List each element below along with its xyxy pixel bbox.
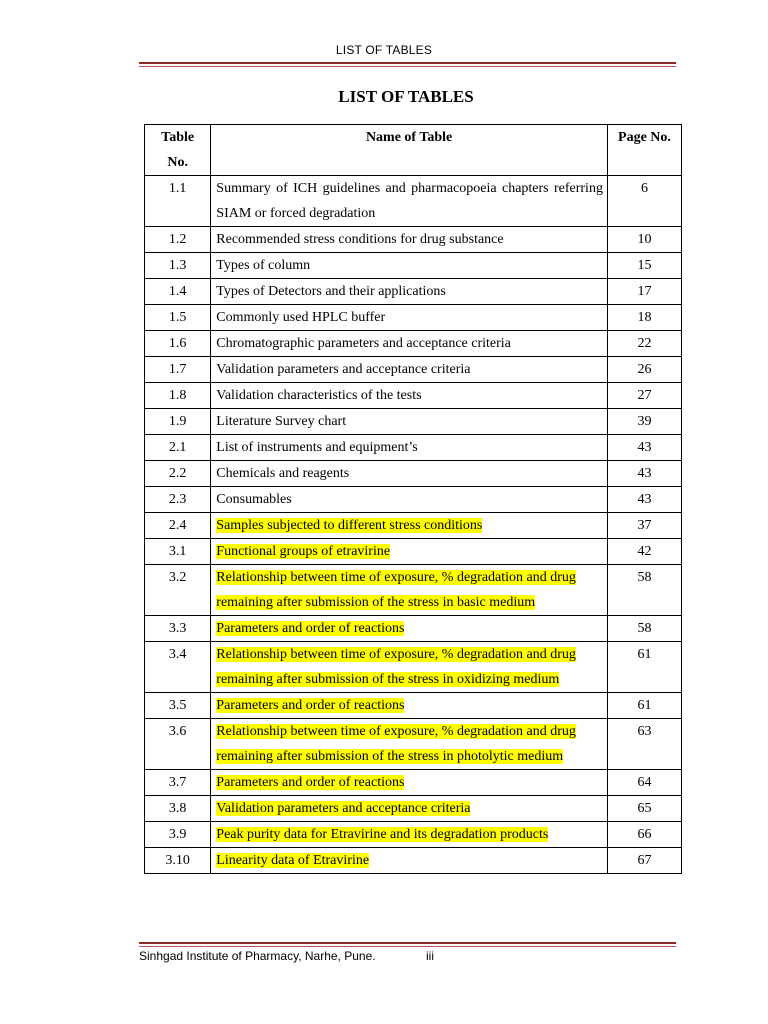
page-number: 26	[607, 357, 681, 383]
table-name-text: Chemicals and reagents	[216, 466, 350, 481]
table-row	[145, 227, 682, 253]
page-number: 39	[607, 409, 681, 435]
page-number: 67	[607, 848, 681, 874]
table-name	[211, 616, 608, 642]
table-number: 3.1	[145, 539, 211, 565]
table-number: 1.3	[145, 253, 211, 279]
table-name-text: Commonly used HPLC buffer	[216, 310, 386, 325]
footer-rule-thin	[139, 946, 676, 947]
table-name-text: Literature Survey chart	[216, 414, 347, 429]
page-number: 18	[607, 305, 681, 331]
table-number: 1.8	[145, 383, 211, 409]
page-title: LIST OF TABLES	[338, 87, 474, 106]
list-of-tables	[144, 124, 682, 874]
table-name-text: Functional groups of etravirine	[216, 544, 391, 559]
table-name-text: Validation characteristics of the tests	[216, 388, 422, 403]
table-row	[145, 693, 682, 719]
footer-page-number: iii	[426, 949, 434, 963]
table-name-text: Chromatographic parameters and acceptance criteria	[216, 336, 511, 351]
table-name-text: Summary of ICH guidelines and pharmacopoeia chapters referring SIAM or forced degradation	[216, 181, 603, 221]
table-row	[145, 357, 682, 383]
table-name	[211, 487, 608, 513]
table-row	[145, 513, 682, 539]
table-row	[145, 305, 682, 331]
table-number: 1.2	[145, 227, 211, 253]
running-header: LIST OF TABLES	[335, 43, 433, 57]
table-name-text: Types of Detectors and their applications	[216, 284, 446, 299]
table-name	[211, 383, 608, 409]
table-name	[211, 642, 608, 693]
page-number: 43	[607, 461, 681, 487]
table-number: 1.4	[145, 279, 211, 305]
page-number: 65	[607, 796, 681, 822]
table-number: 1.1	[145, 176, 211, 227]
table-row	[145, 435, 682, 461]
header-rule	[139, 62, 676, 64]
table-name	[211, 227, 608, 253]
table-name	[211, 770, 608, 796]
table-row	[145, 487, 682, 513]
footer-institution: Sinhgad Institute of Pharmacy, Narhe, Pune.	[139, 949, 376, 963]
page-number: 22	[607, 331, 681, 357]
table-number: 2.3	[145, 487, 211, 513]
table-name-text: Parameters and order of reactions	[216, 775, 405, 790]
table-name-text: Consumables	[216, 492, 292, 507]
page-number: 61	[607, 642, 681, 693]
table-row	[145, 539, 682, 565]
column-header-page: Page No.	[607, 125, 681, 176]
table-name	[211, 565, 608, 616]
table-name	[211, 409, 608, 435]
table-row	[145, 331, 682, 357]
table-name-text: Recommended stress conditions for drug substance	[216, 232, 504, 247]
table-name	[211, 279, 608, 305]
table-name-text: Relationship between time of exposure, % degradation and drug remaining after submission of the stress in photolytic medium	[216, 724, 576, 764]
table-name	[211, 461, 608, 487]
page-number: 66	[607, 822, 681, 848]
page-number: 42	[607, 539, 681, 565]
table-name	[211, 305, 608, 331]
page-number: 15	[607, 253, 681, 279]
table-body	[145, 176, 682, 874]
page-number: 27	[607, 383, 681, 409]
table-row	[145, 383, 682, 409]
column-header-name: Name of Table	[211, 125, 608, 176]
table-row	[145, 253, 682, 279]
table-name	[211, 693, 608, 719]
table-row	[145, 409, 682, 435]
table-header-row	[145, 125, 682, 176]
table-number: 3.6	[145, 719, 211, 770]
table-name	[211, 331, 608, 357]
table-number: 3.2	[145, 565, 211, 616]
table-number: 3.5	[145, 693, 211, 719]
table-name-text: Parameters and order of reactions	[216, 698, 405, 713]
table-number: 1.9	[145, 409, 211, 435]
column-header-table-no: Table No.	[145, 125, 211, 176]
page-number: 63	[607, 719, 681, 770]
table-row	[145, 616, 682, 642]
table-number: 3.4	[145, 642, 211, 693]
table-name	[211, 822, 608, 848]
table-name	[211, 253, 608, 279]
page-number: 61	[607, 693, 681, 719]
table-row	[145, 642, 682, 693]
table-number: 3.10	[145, 848, 211, 874]
table-name	[211, 357, 608, 383]
page-number: 58	[607, 616, 681, 642]
table-row	[145, 719, 682, 770]
table-name-text: Samples subjected to different stress conditions	[216, 518, 483, 533]
table-name-text: List of instruments and equipment’s	[216, 440, 418, 455]
table-number: 3.7	[145, 770, 211, 796]
page-number: 64	[607, 770, 681, 796]
table-name-text: Types of column	[216, 258, 311, 273]
table-number: 3.3	[145, 616, 211, 642]
table-name	[211, 719, 608, 770]
table-name-text: Parameters and order of reactions	[216, 621, 405, 636]
table-row	[145, 461, 682, 487]
table-name	[211, 796, 608, 822]
table-row	[145, 822, 682, 848]
page-number: 43	[607, 435, 681, 461]
table-name	[211, 848, 608, 874]
page-number: 17	[607, 279, 681, 305]
table-number: 1.7	[145, 357, 211, 383]
table-number: 2.4	[145, 513, 211, 539]
table-name-text: Relationship between time of exposure, % degradation and drug remaining after submission of the stress in basic medium	[216, 570, 576, 610]
page-number: 43	[607, 487, 681, 513]
table-row	[145, 848, 682, 874]
table-name-text: Peak purity data for Etravirine and its degradation products	[216, 827, 549, 842]
table-name	[211, 513, 608, 539]
table-number: 2.1	[145, 435, 211, 461]
page-number: 37	[607, 513, 681, 539]
table-number: 1.5	[145, 305, 211, 331]
table-row	[145, 770, 682, 796]
table-row	[145, 176, 682, 227]
table-name	[211, 176, 608, 227]
table-name-text: Linearity data of Etravirine	[216, 853, 370, 868]
table-number: 3.8	[145, 796, 211, 822]
page-number: 10	[607, 227, 681, 253]
table-name-text: Validation parameters and acceptance criteria	[216, 362, 471, 377]
table-name	[211, 539, 608, 565]
table-name-text: Validation parameters and acceptance criteria	[216, 801, 471, 816]
table-number: 1.6	[145, 331, 211, 357]
table-number: 3.9	[145, 822, 211, 848]
page-number: 58	[607, 565, 681, 616]
header-rule-thin	[139, 66, 676, 67]
page-number: 6	[607, 176, 681, 227]
footer-rule	[139, 942, 676, 944]
table-number: 2.2	[145, 461, 211, 487]
table-row	[145, 279, 682, 305]
table-name	[211, 435, 608, 461]
table-row	[145, 796, 682, 822]
table-name-text: Relationship between time of exposure, % degradation and drug remaining after submission of the stress in oxidizing medium	[216, 647, 576, 687]
table-row	[145, 565, 682, 616]
